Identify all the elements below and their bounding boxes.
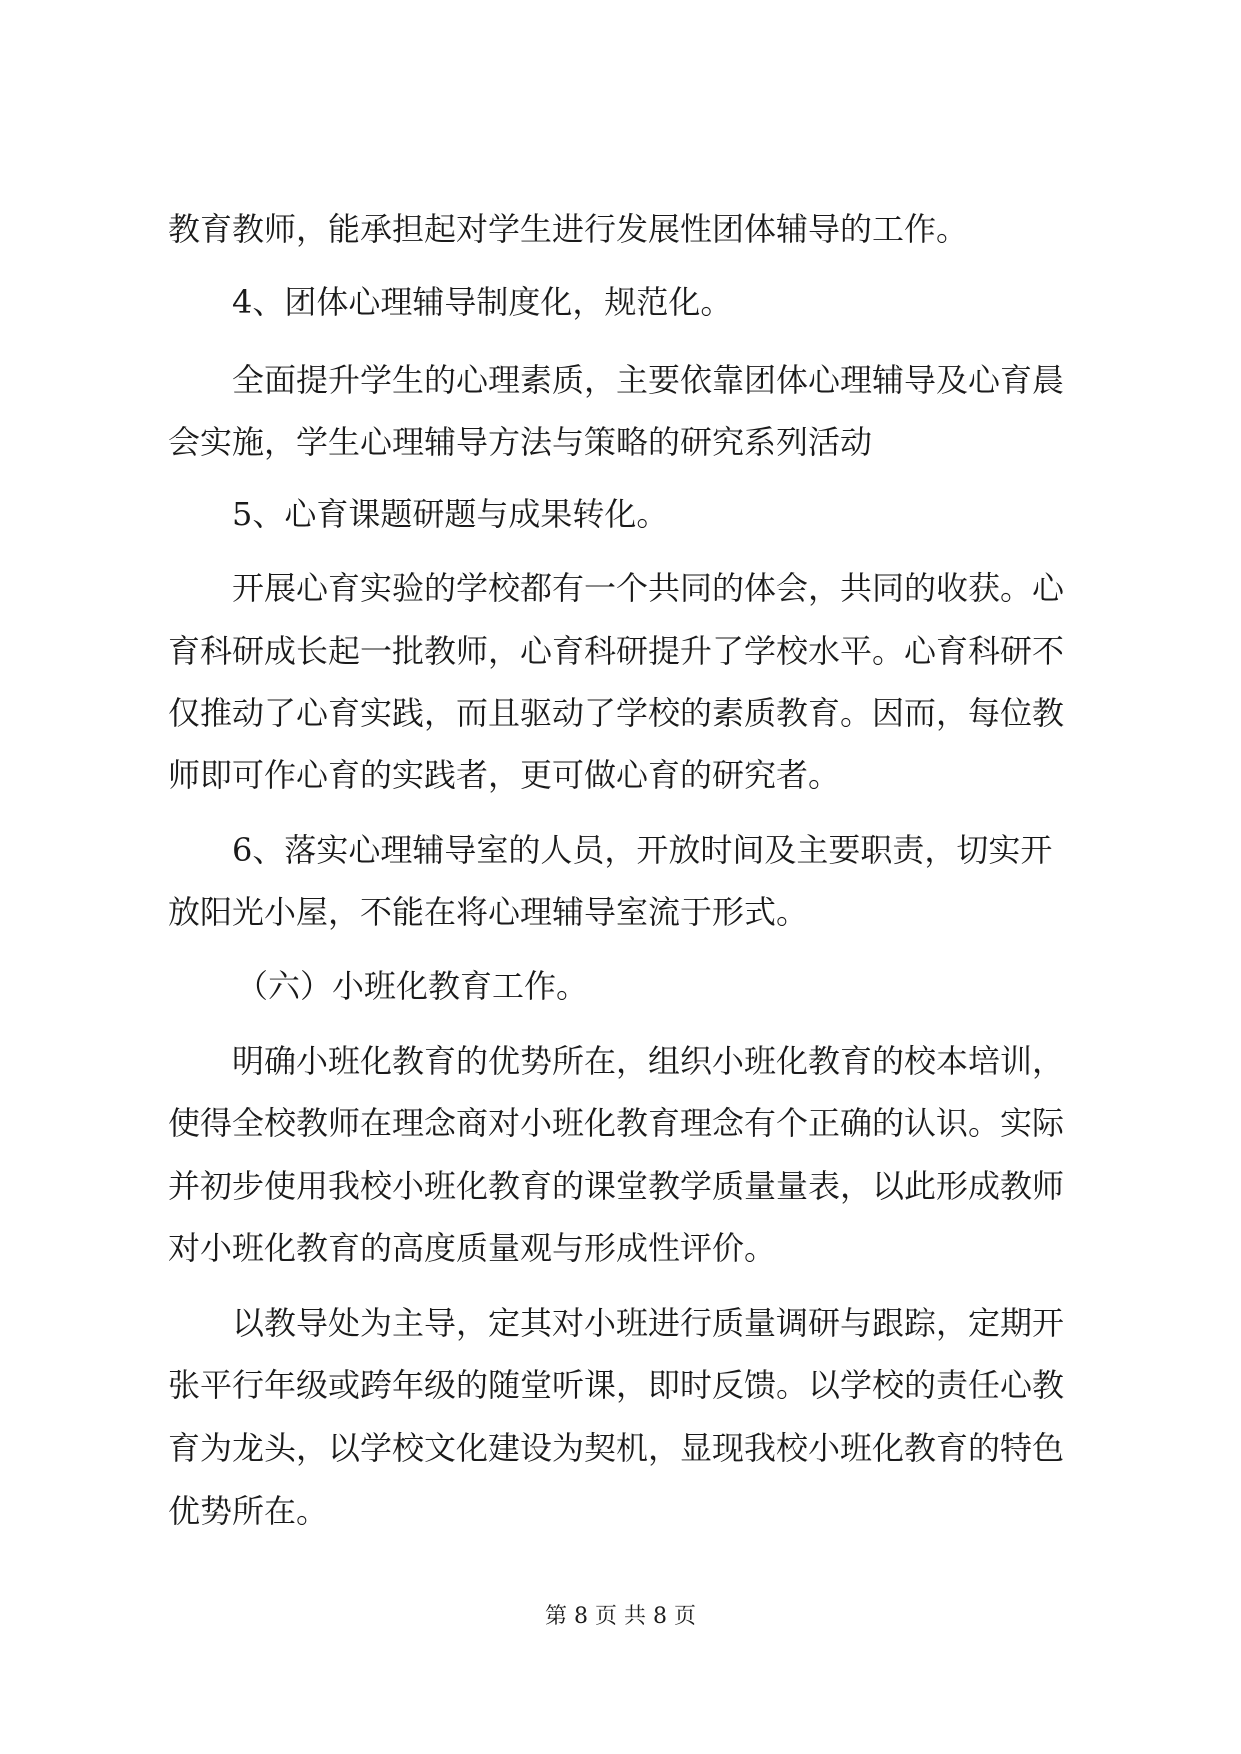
- page-number-footer: 第 8 页 共 8 页: [545, 1604, 696, 1629]
- text-line: 张平行年级或跨年级的随堂听课，即时反馈。以学校的责任心教: [168, 1366, 1065, 1404]
- text-line: 对小班化教育的高度质量观与形成性评价。: [168, 1229, 777, 1267]
- section-heading-six: （六）小班化教育工作。: [236, 967, 589, 1005]
- text-line: 使得全校教师在理念商对小班化教育理念有个正确的认识。实际: [168, 1104, 1065, 1142]
- text-line: 育科研成长起一批教师，心育科研提升了学校水平。心育科研不: [168, 632, 1065, 670]
- text-line: 放阳光小屋，不能在将心理辅导室流于形式。: [168, 893, 809, 931]
- text-line: 师即可作心育的实践者，更可做心育的研究者。: [168, 756, 841, 794]
- text-line: 明确小班化教育的优势所在，组织小班化教育的校本培训，: [232, 1042, 1065, 1080]
- text-line: 优势所在。: [168, 1492, 329, 1530]
- text-line: 并初步使用我校小班化教育的课堂教学质量量表，以此形成教师: [168, 1167, 1065, 1205]
- text-line: 教育教师，能承担起对学生进行发展性团体辅导的工作。: [168, 210, 969, 248]
- text-line: 以教导处为主导，定其对小班进行质量调研与跟踪，定期开: [232, 1304, 1065, 1342]
- text-line: 会实施，学生心理辅导方法与策略的研究系列活动: [168, 423, 873, 461]
- section-heading-6: 6、落实心理辅导室的人员，开放时间及主要职责，切实开: [232, 831, 1053, 869]
- text-line: 仅推动了心育实践，而且驱动了学校的素质教育。因而，每位教: [168, 694, 1065, 732]
- text-line: 开展心育实验的学校都有一个共同的体会，共同的收获。心: [232, 569, 1065, 607]
- section-heading-4: 4、团体心理辅导制度化，规范化。: [232, 283, 733, 321]
- section-heading-5: 5、心育课题研题与成果转化。: [232, 495, 669, 533]
- text-line: 育为龙头，以学校文化建设为契机，显现我校小班化教育的特色: [168, 1429, 1065, 1467]
- text-line: 全面提升学生的心理素质，主要依靠团体心理辅导及心育晨: [232, 361, 1065, 399]
